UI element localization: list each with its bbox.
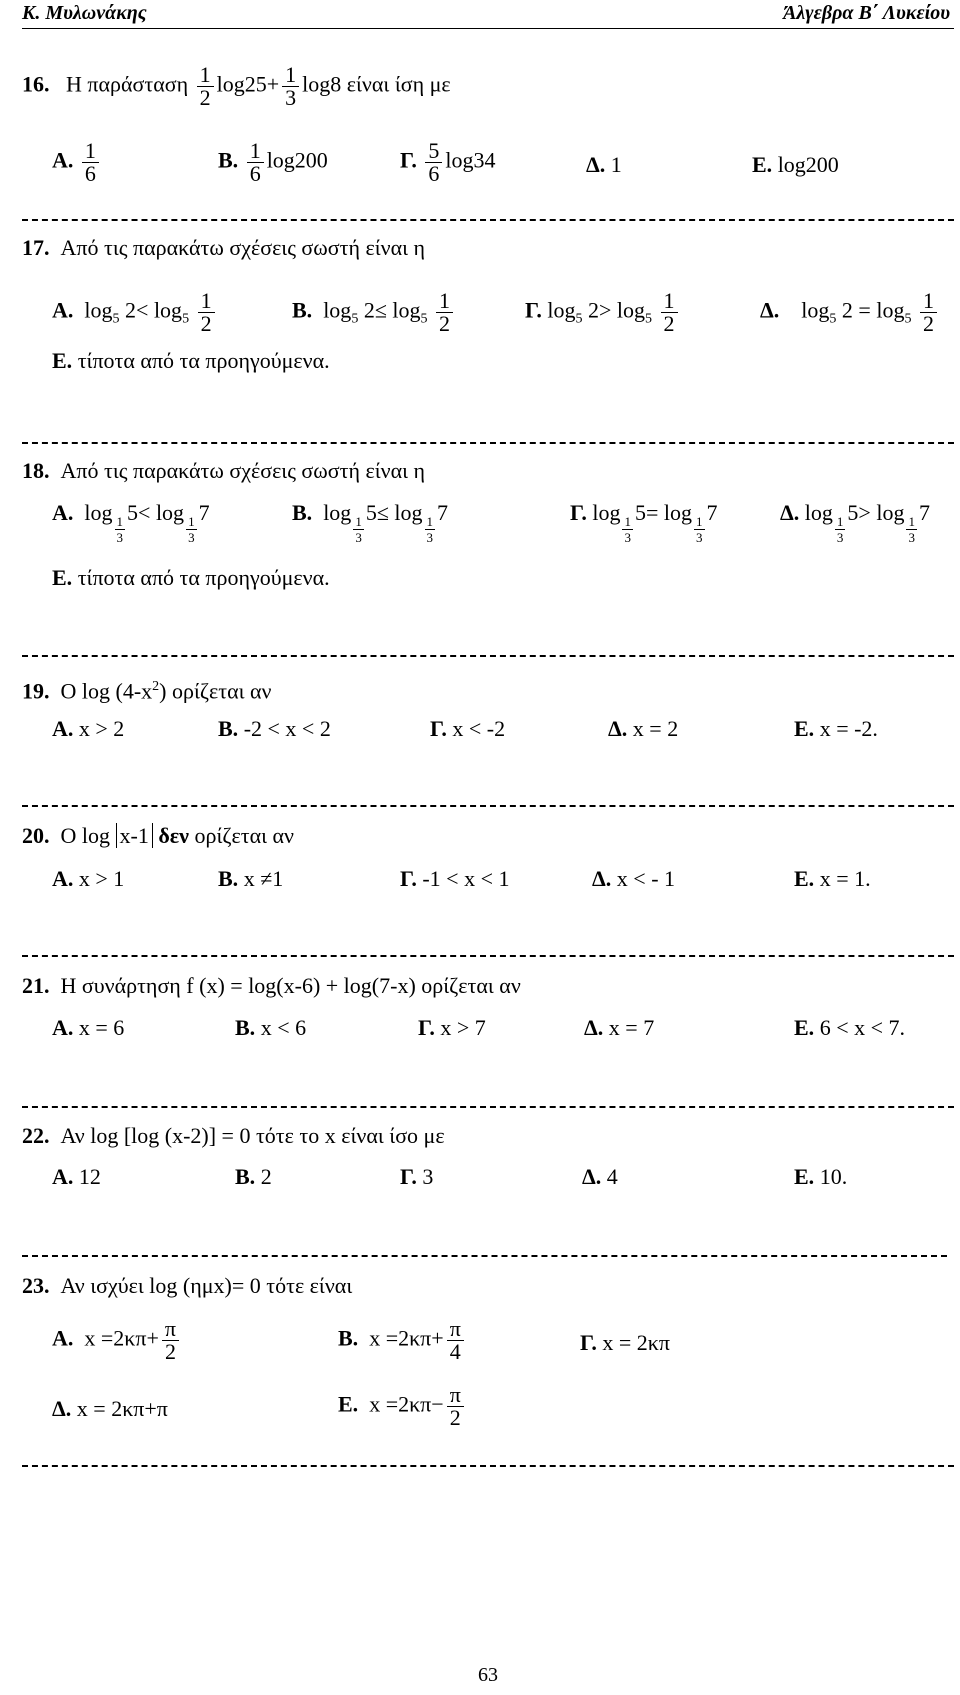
- q21-option-e: Ε. 6 < x < 7.: [794, 1015, 906, 1040]
- q18-option-d: Δ. log $\frac{1}{3}$ 5> log $\frac{1}{3}$ 7: [780, 500, 930, 545]
- header-book-title: Άλγεβρα Β΄ Λυκείου: [783, 2, 950, 24]
- q16-stem: [22, 64, 451, 109]
- q17-option-b: Β. $\log_5 2\le \log_5$ $\frac{1}{2}$: [292, 290, 456, 335]
- q16-term-1: log25+: [216, 71, 280, 97]
- q23-option-a: Α. x =2κπ+ $\frac{\pi}{2}$: [52, 1318, 182, 1363]
- q18-stem: 18. Από τις παρακάτω σχέσεις σωστή είναι η: [22, 458, 426, 483]
- q20-option-d: Δ. x < - 1: [592, 866, 676, 891]
- q19-stem: 19. Ο $\log (4-x^2)$ ορίζεται αν: [22, 678, 272, 704]
- q22-option-b: Β. 2: [235, 1164, 272, 1189]
- page-number: 63: [478, 1664, 498, 1686]
- separator: [22, 805, 954, 807]
- q23-option-b: Β. x =2κπ+ $\frac{\pi}{4}$: [338, 1318, 467, 1363]
- q23-option-d: Δ. x = 2κπ+π: [52, 1396, 168, 1421]
- q22-option-e: Ε. 10.: [794, 1164, 848, 1189]
- q16-option-d: Δ. 1: [586, 152, 622, 177]
- q17-stem: 17. Από τις παρακάτω σχέσεις σωστή είναι η: [22, 235, 426, 260]
- q21-stem: 21. Η συνάρτηση f (x) = log(x-6) + log(7-x) ορίζεται αν: [22, 973, 521, 998]
- separator: [22, 442, 954, 444]
- q16-fraction-2: $\frac{1}{3}$: [282, 64, 299, 109]
- q21-option-d: Δ. x = 7: [584, 1015, 655, 1040]
- separator: [22, 955, 954, 957]
- q16-fraction-1: $\frac{1}{2}$: [197, 64, 214, 109]
- q17-option-e: Ε. τίποτα από τα προηγούμενα.: [52, 348, 330, 373]
- separator: [22, 219, 954, 221]
- q18-option-c: Γ. log $\frac{1}{3}$ 5= log $\frac{1}{3}$ 7: [570, 500, 718, 545]
- q21-option-a: Α. x = 6: [52, 1015, 125, 1040]
- q23-stem: 23. Αν ισχύει log (ημx)= 0 τότε είναι: [22, 1273, 353, 1298]
- q16-option-b: Β. $\frac{1}{6}$ log200: [218, 138, 328, 186]
- separator: [22, 1106, 954, 1108]
- q21-option-b: Β. x < 6: [235, 1015, 307, 1040]
- q18-option-b: Β. log $\frac{1}{3}$ 5≤ log $\frac{1}{3}$ 7: [292, 500, 449, 545]
- q22-option-d: Δ. 4: [582, 1164, 618, 1189]
- q19-option-a: Α. x > 2: [52, 716, 125, 741]
- separator: [22, 1255, 947, 1257]
- q19-option-c: Γ. x < -2: [430, 716, 506, 741]
- header-rule: [22, 28, 954, 29]
- header-author: Κ. Μυλωνάκης: [22, 2, 147, 24]
- q16-number: 16.: [22, 71, 50, 97]
- q22-option-c: Γ. 3: [400, 1164, 434, 1189]
- q18-option-a: Α. log $\frac{1}{3}$ 5< log $\frac{1}{3}$ 7: [52, 500, 210, 545]
- q19-option-e: Ε. x = -2.: [794, 716, 878, 741]
- q18-option-e: Ε. τίποτα από τα προηγούμενα.: [52, 565, 330, 590]
- q19-option-b: Β. -2 < x < 2: [218, 716, 331, 741]
- q16-text-pre: Η παράσταση: [66, 71, 189, 97]
- q16-option-c: Γ. $\frac{5}{6}$ log34: [400, 138, 496, 186]
- q16-option-e: Ε. log200: [752, 152, 839, 177]
- q23-option-e: Ε. x =2κπ− $\frac{\pi}{2}$: [338, 1384, 467, 1429]
- q20-absolute-value: x-1: [116, 823, 153, 848]
- q20-option-b: Β. x ≠1: [218, 866, 284, 891]
- q22-stem: 22. Αν log [log (x-2)] = 0 τότε το x είναι ίσο με: [22, 1123, 445, 1148]
- q21-option-c: Γ. x > 7: [418, 1015, 486, 1040]
- q19-option-d: Δ. x = 2: [608, 716, 679, 741]
- q20-stem: 20. Ο log x-1 δεν ορίζεται αν: [22, 823, 294, 848]
- separator: [22, 655, 954, 657]
- q20-option-c: Γ. -1 < x < 1: [400, 866, 510, 891]
- q20-option-a: Α. x > 1: [52, 866, 125, 891]
- q17-option-d: Δ. $\log_5 2 = \log_5$ $\frac{1}{2}$: [760, 290, 940, 335]
- q17-option-a: Α. $\log_5 2< \log_5$ $\frac{1}{2}$: [52, 290, 218, 335]
- separator: [22, 1465, 954, 1467]
- q16-term-2: log8 είναι ίση με: [302, 71, 451, 97]
- q22-option-a: Α. 12: [52, 1164, 101, 1189]
- q23-option-c: Γ. x = 2κπ: [580, 1330, 670, 1355]
- q16-option-a: Α. $\frac{1}{6}$: [52, 140, 102, 185]
- q17-option-c: Γ. $\log_5 2> \log_5$ $\frac{1}{2}$: [525, 290, 681, 335]
- q20-option-e: Ε. x = 1.: [794, 866, 871, 891]
